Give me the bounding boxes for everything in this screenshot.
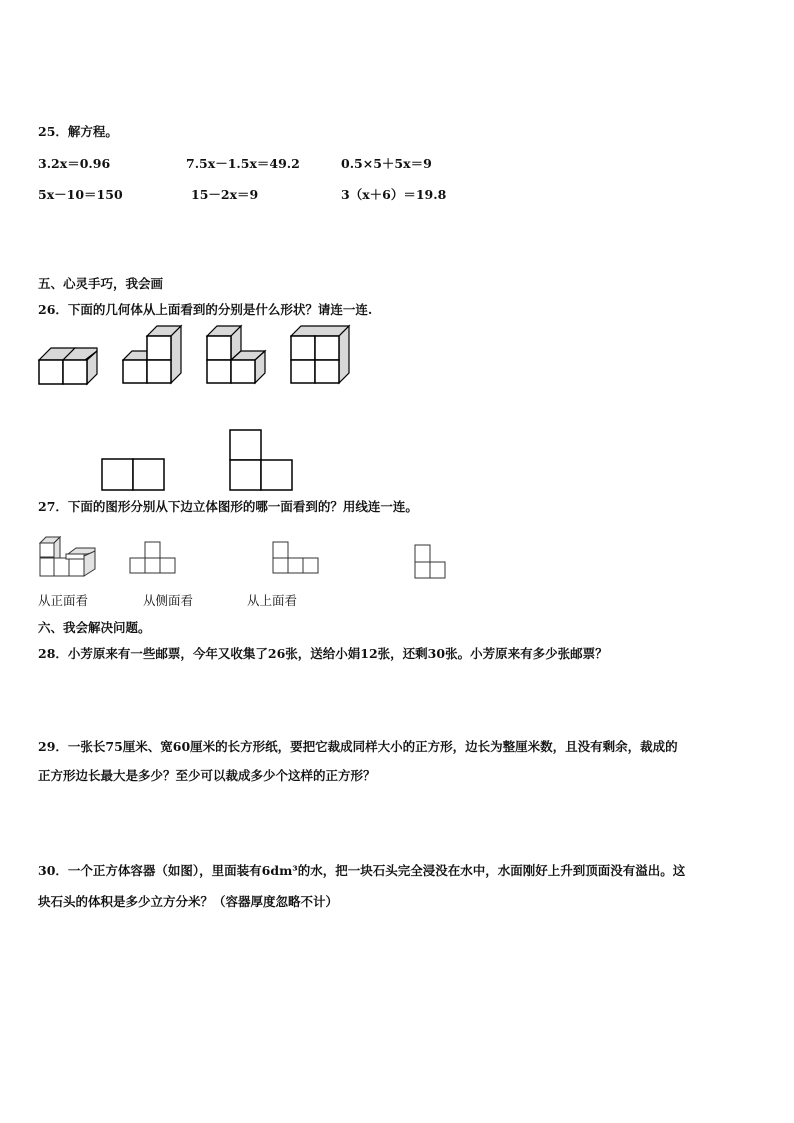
equation-6: 3（x＋6）＝19.8 [341, 187, 447, 202]
section-6-title: 六、我会解决问题。 [38, 620, 151, 635]
equation-5: 15－2x＝9 [191, 187, 259, 202]
q27-view-c [414, 544, 448, 580]
q26-title: 26．下面的几何体从上面看到的分别是什么形状？请连一连. [38, 302, 373, 317]
section-5-title: 五、心灵手巧，我会画 [38, 276, 164, 291]
view-label-top: 从上面看 [247, 593, 298, 608]
q26-solid-4 [290, 323, 352, 386]
q26-solid-1 [38, 340, 100, 386]
q30-line-2: 块石头的体积是多少立方分米？（容器厚度忽略不计） [38, 894, 339, 909]
q26-solid-2 [122, 323, 184, 386]
q27-solid [39, 534, 101, 578]
view-label-front: 从正面看 [38, 593, 89, 608]
q27-view-a [129, 541, 177, 575]
q25-title: 25．解方程。 [38, 124, 118, 139]
q27-view-b [272, 541, 320, 575]
top-view-l-shape [229, 429, 295, 492]
q27-title: 27．下面的图形分别从下边立体图形的哪一面看到的？用线连一连。 [38, 499, 418, 514]
top-view-two-squares [101, 458, 167, 492]
q26-solid-3 [206, 323, 268, 386]
equation-1: 3.2x＝0.96 [38, 156, 111, 171]
equation-3: 0.5×5＋5x＝9 [341, 156, 432, 171]
q30-line-1: 30．一个正方体容器（如图），里面装有6dm³的水，把一块石头完全浸没在水中，水面刚好上升到顶面没有溢出。这 [38, 863, 686, 878]
equation-2: 7.5x－1.5x＝49.2 [186, 156, 300, 171]
q29-line-1: 29．一张长75厘米、宽60厘米的长方形纸，要把它裁成同样大小的正方形，边长为整厘米数，且没有剩余，裁成的 [38, 739, 678, 754]
q29-line-2: 正方形边长最大是多少？至少可以裁成多少个这样的正方形？ [38, 768, 376, 783]
view-label-side: 从侧面看 [143, 593, 194, 608]
equation-4: 5x－10＝150 [38, 187, 123, 202]
q28-text: 28．小芳原来有一些邮票，今年又收集了26张，送给小娟12张，还剩30张。小芳原来有多少张邮票？ [38, 646, 608, 661]
